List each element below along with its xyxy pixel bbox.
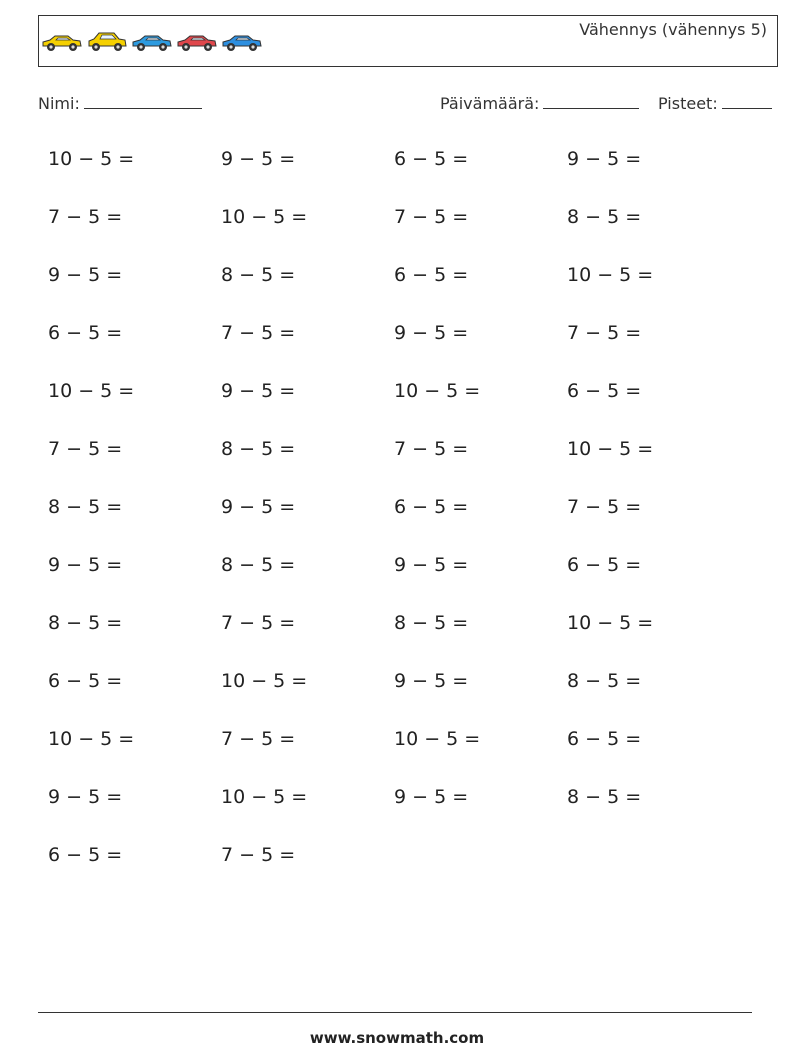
- problem-item: 10 − 5 =: [567, 438, 654, 460]
- problem-item: 7 − 5 =: [567, 496, 642, 518]
- problem-item: 8 − 5 =: [394, 612, 469, 634]
- yellow-taxi-icon: [41, 30, 83, 52]
- problem-item: 9 − 5 =: [221, 496, 296, 518]
- problem-item: 9 − 5 =: [48, 554, 123, 576]
- blue-hatchback-icon: [221, 30, 263, 52]
- problem-item: 7 − 5 =: [567, 322, 642, 344]
- problem-item: 9 − 5 =: [394, 786, 469, 808]
- footer-url: www.snowmath.com: [309, 1029, 485, 1047]
- yellow-suv-icon: [86, 30, 128, 52]
- problem-item: 7 − 5 =: [221, 612, 296, 634]
- problem-item: 9 − 5 =: [394, 670, 469, 692]
- problem-item: 6 − 5 =: [567, 728, 642, 750]
- problem-item: 10 − 5 =: [48, 148, 135, 170]
- problem-item: 9 − 5 =: [221, 148, 296, 170]
- footer-divider: [38, 1012, 752, 1013]
- name-field: [38, 94, 202, 113]
- problem-item: 10 − 5 =: [221, 670, 308, 692]
- problem-item: 6 − 5 =: [394, 496, 469, 518]
- score-field: [658, 94, 772, 113]
- problem-item: 6 − 5 =: [48, 322, 123, 344]
- problem-item: 8 − 5 =: [221, 554, 296, 576]
- name-blank-line: [84, 94, 202, 109]
- problem-item: 9 − 5 =: [48, 264, 123, 286]
- problem-item: 7 − 5 =: [48, 438, 123, 460]
- problem-item: 6 − 5 =: [567, 380, 642, 402]
- problem-item: 6 − 5 =: [48, 670, 123, 692]
- problem-item: 7 − 5 =: [221, 322, 296, 344]
- problem-item: 10 − 5 =: [394, 728, 481, 750]
- blue-sedan-icon: [131, 30, 173, 52]
- name-label: Nimi:: [38, 94, 80, 113]
- problem-item: 9 − 5 =: [394, 554, 469, 576]
- score-blank-line: [722, 94, 772, 109]
- problem-item: 8 − 5 =: [567, 670, 642, 692]
- red-sports-car-icon: [176, 30, 218, 52]
- date-field: [440, 94, 639, 113]
- problem-item: 7 − 5 =: [394, 438, 469, 460]
- problem-item: 7 − 5 =: [48, 206, 123, 228]
- problem-item: 6 − 5 =: [48, 844, 123, 866]
- problem-item: 8 − 5 =: [48, 612, 123, 634]
- problem-item: 10 − 5 =: [221, 786, 308, 808]
- date-blank-line: [543, 94, 639, 109]
- problem-item: 8 − 5 =: [221, 438, 296, 460]
- problem-item: 10 − 5 =: [567, 264, 654, 286]
- problem-item: 7 − 5 =: [394, 206, 469, 228]
- score-label: Pisteet:: [658, 94, 718, 113]
- problem-item: 9 − 5 =: [394, 322, 469, 344]
- worksheet-title: Vähennys (vähennys 5): [579, 20, 767, 39]
- date-label: Päivämäärä:: [440, 94, 540, 113]
- problem-item: 6 − 5 =: [394, 264, 469, 286]
- problem-item: 9 − 5 =: [48, 786, 123, 808]
- problem-item: 10 − 5 =: [221, 206, 308, 228]
- problem-item: 8 − 5 =: [48, 496, 123, 518]
- problem-item: 8 − 5 =: [567, 786, 642, 808]
- problem-item: 9 − 5 =: [567, 148, 642, 170]
- problem-item: 8 − 5 =: [221, 264, 296, 286]
- problem-item: 10 − 5 =: [48, 380, 135, 402]
- problem-item: 6 − 5 =: [394, 148, 469, 170]
- problem-item: 9 − 5 =: [221, 380, 296, 402]
- problem-item: 7 − 5 =: [221, 844, 296, 866]
- problem-item: 6 − 5 =: [567, 554, 642, 576]
- problem-item: 10 − 5 =: [394, 380, 481, 402]
- car-icons: [41, 30, 266, 52]
- problem-item: 8 − 5 =: [567, 206, 642, 228]
- problem-item: 7 − 5 =: [221, 728, 296, 750]
- problem-item: 10 − 5 =: [567, 612, 654, 634]
- worksheet-header: [38, 15, 778, 67]
- problem-item: 10 − 5 =: [48, 728, 135, 750]
